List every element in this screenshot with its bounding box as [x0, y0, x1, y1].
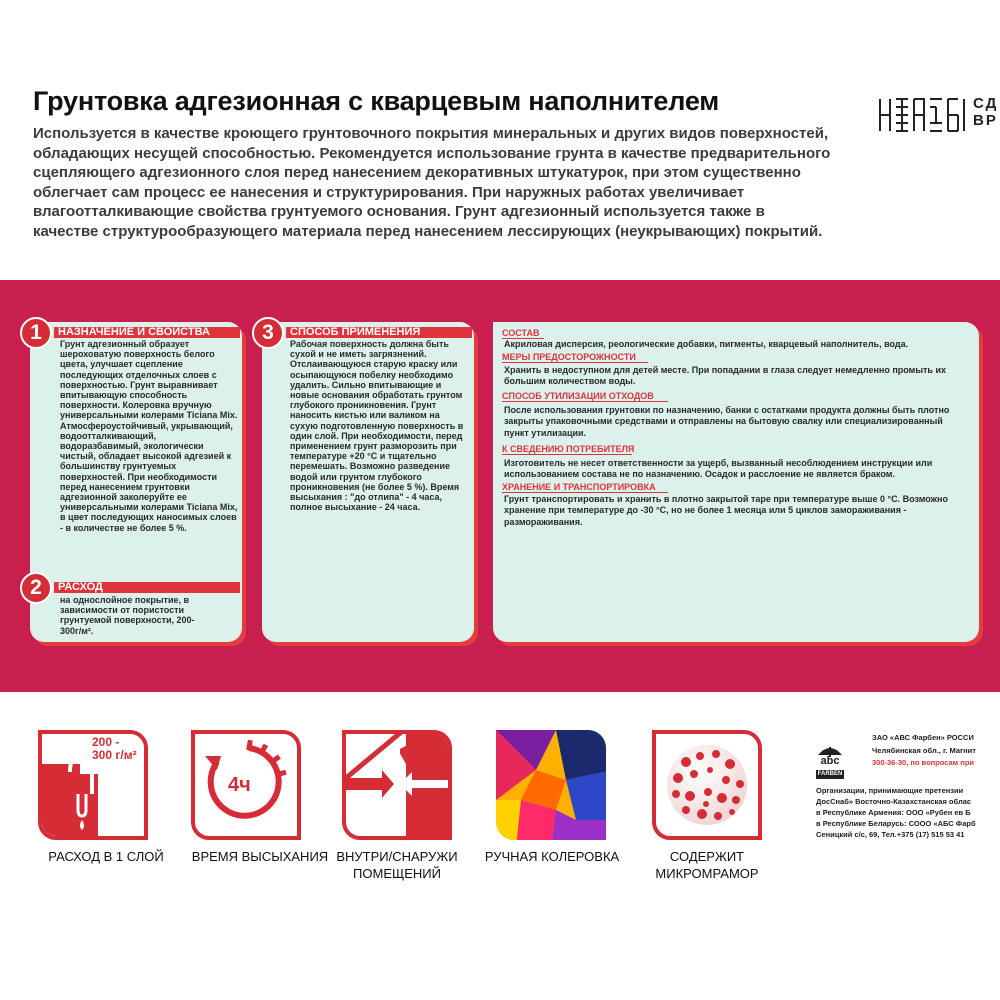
- section-number-2: 2: [20, 572, 52, 604]
- marble-label: [637, 848, 777, 882]
- abc-farben-logo: [816, 743, 844, 783]
- storage-title: ХРАНЕНИЕ И ТРАНСПОРТИРОВКА: [502, 482, 656, 492]
- section-text-application: Рабочая поверхность должна быть сухой и не иметь загрязнений. Отслаивающуюся старую краску или осыпающуюся побелку необходимо удалить. Сильно впитывающие и новые основания обработать грунтом глубокого проникновения. Грунт наносить кистью или валиком на сухую подготовленную поверхность в один слой. При необходимости, перед применением грунт разморозить при температуре +20 °С и тщательно перемешать. Возможно разведение водой или грунтом глубокого проникновения (не более 5 %). Время высыхания : "до отлипа" - 4 часа, полное высыхание - 24 часа.: [290, 339, 464, 513]
- consumption-value-line-2: 300 г/м²: [92, 748, 137, 762]
- section-text-purpose: Грунт адгезионный образует шероховатую поверхность белого цвета, улучшает сцепление последующих отделочных слоев с поверхностью. Грунт выравнивает впитывающую способность поверхности. Колеровка вручную универсальными колерами Ticiana Mix. Атмосфероустойчивый, укрывающий, водоотталкивающий, водоразбавимый, экологически чистый, обладает высокой адгезией к большинству грунтуемых поверхностей. При необходимости перед нанесением грунтовки адгезионной заколеруйте ее универсальными колерами Ticiana Mix, в цвет последующих наносимых слоев - в количестве не более 5 %.: [60, 339, 238, 533]
- consumer-title: К СВЕДЕНИЮ ПОТРЕБИТЕЛЯ: [502, 444, 635, 454]
- section-text-consumption: на однослойное покрытие, в зависимости от пористости грунтуемой поверхности, 200-300г/м².: [60, 595, 195, 636]
- drying-value: 4ч: [228, 774, 251, 796]
- abc-logo-text: abc: [820, 755, 840, 767]
- section-number-3: 3: [252, 317, 284, 349]
- composition-title: СОСТАВ: [502, 328, 540, 338]
- contacts-top: [872, 732, 1000, 770]
- contact-line-6: в Республике Армения: ООО «Рубен ев Б: [816, 808, 971, 817]
- drying-label: ВРЕМЯ ВЫСЫХАНИЯ: [191, 849, 329, 864]
- section-title-purpose: НАЗНАЧЕНИЕ И СВОЙСТВА: [54, 327, 240, 338]
- section-title-consumption: РАСХОД: [54, 582, 240, 593]
- consumer-text: Изготовитель не несет ответственности за ущерб, вызванный несоблюдением инструкции или использованием состава не по назначению. Осадок и расслоение не является браком.: [504, 458, 933, 480]
- precautions-title: МЕРЫ ПРЕДОСТОРОЖНОСТИ: [502, 352, 636, 362]
- consumption-label: РАСХОД В 1 СЛОЙ: [48, 849, 164, 864]
- contact-line-7: в Республике Беларусь: СООО «АБС Фарб: [816, 819, 976, 828]
- marble-label-line-1: СОДЕРЖИТ: [669, 849, 745, 864]
- section-title-application: СПОСОБ ПРИМЕНЕНИЯ: [286, 327, 472, 338]
- contact-line-8: Сеницкий с/с, 69, Тел.+375 (17) 515 53 41: [816, 830, 965, 839]
- disposal-title: СПОСОБ УТИЛИЗАЦИИ ОТХОДОВ: [502, 391, 654, 401]
- disposal-text: После использования грунтовки по назначению, банки с остатками продукта должны быть плотно закрыты упаковочными средствами и отправлены на бытовую свалку или специализированный пункт утилизации.: [504, 405, 950, 438]
- contact-line-4: Организации, принимающие претензии: [816, 786, 964, 795]
- drying-icon-box: [191, 730, 301, 840]
- house-wall-icon: [346, 734, 448, 836]
- inout-icon-box: [342, 730, 452, 840]
- color-palette-icon: [496, 730, 606, 840]
- contact-line-1: ЗАО «АВС Фарбен» РОССИ: [872, 733, 974, 742]
- disposal-underline: [502, 401, 668, 402]
- consumer-underline: [502, 454, 632, 455]
- composition-text: Акриловая дисперсия, реологические добавки, пигменты, кварцевый наполнитель, вода.: [504, 339, 909, 349]
- storage-text: Грунт транспортировать и хранить в плотно закрытой таре при температуре выше 0 °С. Возможно хранение при температуре до -30 °С, но не более 1 месяца или 5 циклов замораживания - размораживания.: [504, 494, 948, 527]
- intro-paragraph: Используется в качестве кроющего грунтовочного покрытия минеральных и других видов поверхностей, обладающих несущей способностью. Рекомендуется использование грунта в качестве предварительного сцепляющего адгезионного слоя перед нанесением декоративных штукатурок, при этом существенно облегчает сам процесс ее нанесения и структурирования. При наружных работах увеличивает влагоотталкивающие свойства грунтуемого основания. Грунт адгезионный используется также в качестве структурообразующего материала перед нанесением лессирующих (неукрывающих) покрытий.: [33, 125, 831, 240]
- consumption-value-line-1: 200 -: [92, 735, 120, 749]
- page-title: Грунтовка адгезионная с кварцевым наполнителем: [33, 86, 720, 116]
- storage-underline: [502, 492, 668, 493]
- tinting-icon-box: [496, 730, 606, 840]
- inout-label: [327, 848, 467, 882]
- inout-label-line-2: ПОМЕЩЕНИЙ: [353, 866, 441, 881]
- contact-line-5: ДосСнаб» Восточно-Казахстанская облас: [816, 797, 972, 806]
- contact-line-3: 300-36-30, по вопросам при: [872, 758, 975, 767]
- brand-logo: [878, 95, 1000, 135]
- contacts-bottom: [816, 785, 1000, 840]
- consumption-value: [92, 736, 137, 762]
- brand-line-2: ВР: [973, 112, 998, 129]
- brand-line-1: СД: [973, 95, 999, 112]
- farben-logo-text: FARBEN: [817, 771, 843, 777]
- precautions-text: Хранить в недоступном для детей месте. При попадании в глаза следует немедленно промыть их большим количеством воды.: [504, 365, 946, 387]
- brand-name: [973, 95, 998, 129]
- marble-sphere-icon: [656, 734, 758, 836]
- inout-label-line-1: ВНУТРИ/СНАРУЖИ: [336, 849, 458, 864]
- marble-icon-box: [652, 730, 762, 840]
- brand-pattern-icon: [878, 95, 970, 135]
- consumption-icon-box: [38, 730, 148, 840]
- precautions-underline: [502, 362, 648, 363]
- marble-label-line-2: МИКРОМРАМОР: [655, 866, 759, 881]
- tinting-label: РУЧНАЯ КОЛЕРОВКА: [484, 849, 620, 864]
- section-number-1: 1: [20, 317, 52, 349]
- contact-line-2: Челябинская обл., г. Магнит: [872, 745, 976, 755]
